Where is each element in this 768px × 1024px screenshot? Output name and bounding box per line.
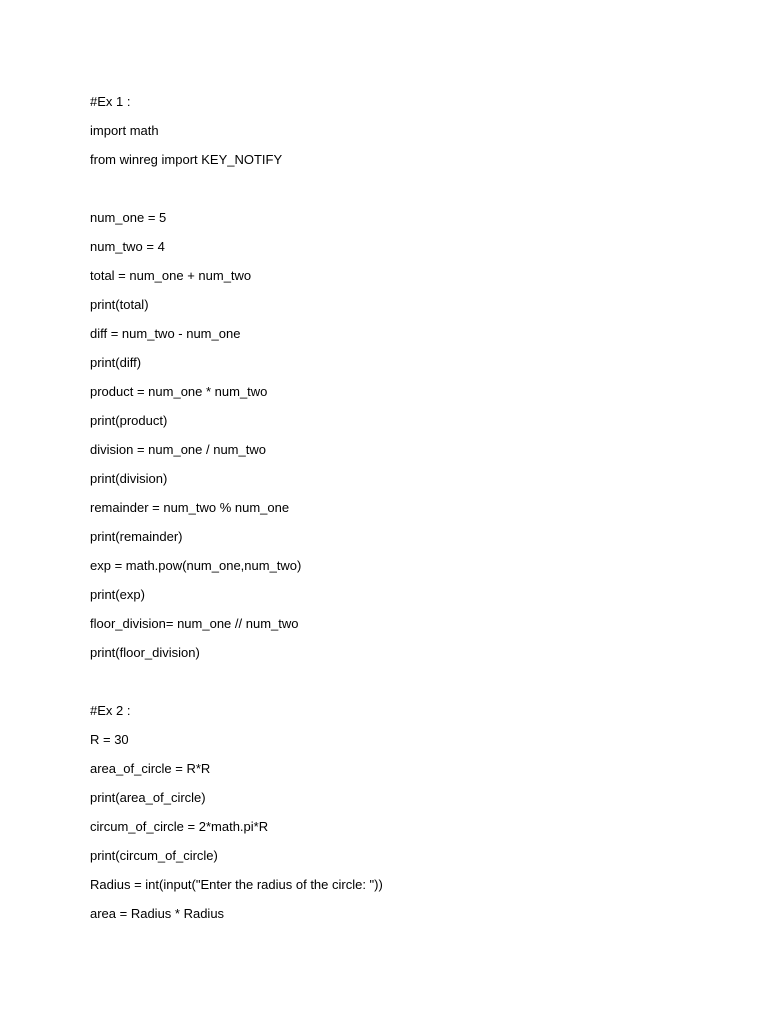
text-line: #Ex 1 : xyxy=(90,94,131,109)
text-line: total = num_one + num_two xyxy=(90,268,252,283)
text-line: division = num_one / num_two xyxy=(90,442,266,457)
text-line: floor_division= num_one // num_two xyxy=(90,616,299,631)
blank-line xyxy=(90,673,710,702)
text-line: print(floor_division) xyxy=(90,645,200,660)
text-line: area = Radius * Radius xyxy=(90,906,225,921)
text-line: circum_of_circle = 2*math.pi*R xyxy=(90,819,269,834)
text-line: print(circum_of_circle) xyxy=(90,848,218,863)
text-line: Radius = int(input("Enter the radius of the circle: ")) xyxy=(90,877,383,892)
text-line: print(area_of_circle) xyxy=(90,790,206,805)
text-line: area_of_circle = R*R xyxy=(90,761,211,776)
text-line: num_two = 4 xyxy=(90,239,165,254)
text-line: from winreg import KEY_NOTIFY xyxy=(90,152,283,167)
text-line: num_one = 5 xyxy=(90,210,167,225)
text-line: print(diff) xyxy=(90,355,142,370)
text-line: print(division) xyxy=(90,471,168,486)
text-line: import math xyxy=(90,123,159,138)
document-body xyxy=(90,93,710,934)
text-line: product = num_one * num_two xyxy=(90,384,268,399)
text-line: print(exp) xyxy=(90,587,145,602)
text-line: print(remainder) xyxy=(90,529,183,544)
text-line: exp = math.pow(num_one,num_two) xyxy=(90,558,302,573)
text-line: print(total) xyxy=(90,297,149,312)
text-line: R = 30 xyxy=(90,732,129,747)
text-line: #Ex 2 : xyxy=(90,703,131,718)
text-line: remainder = num_two % num_one xyxy=(90,500,290,515)
text-line: print(product) xyxy=(90,413,168,428)
text-line: diff = num_two - num_one xyxy=(90,326,241,341)
blank-line xyxy=(90,180,710,209)
